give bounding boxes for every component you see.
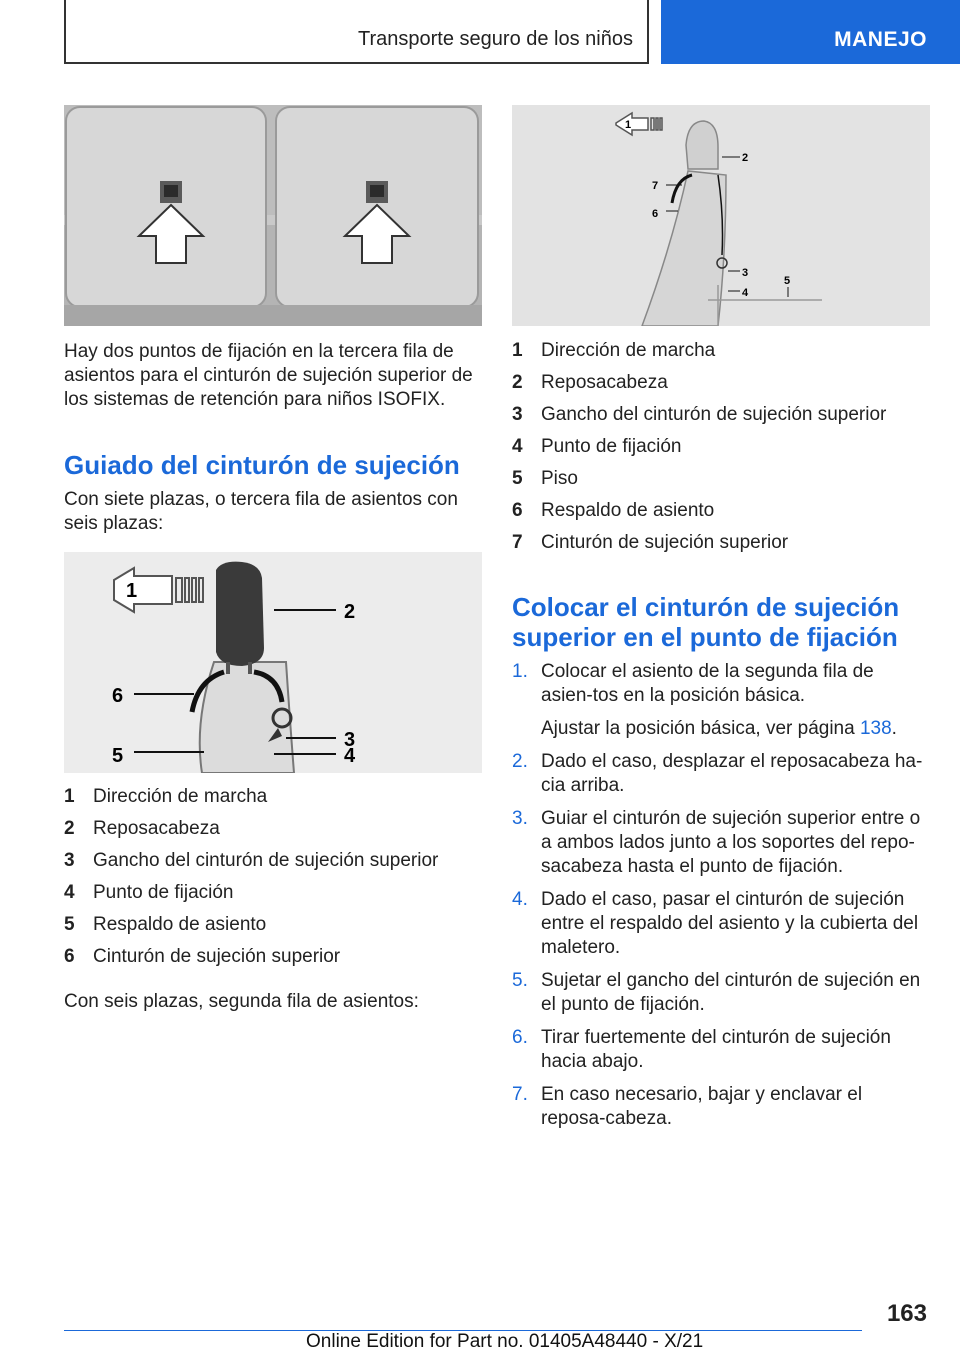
fig3-label-5: 5 xyxy=(784,275,791,287)
legend-left-item: 3 Gancho del cinturón de sujeción superior xyxy=(64,850,439,871)
intro-paragraph: Hay dos puntos de fijación en la tercera fila de asientos para el cinturón de sujeción superior de los sistemas de retención para niños ISOFIX. xyxy=(64,341,473,410)
figure-seat-side xyxy=(512,105,930,326)
legend-right-item: 1 Dirección de marcha xyxy=(512,340,716,361)
fig2-label-6: 6 xyxy=(112,685,124,707)
fig2-label-1: 1 xyxy=(126,580,138,602)
footer-edition: Online Edition for Part no. 01405A48440 - X/21 xyxy=(306,1331,704,1352)
step-item: 5. Sujetar el gancho del cinturón de sujeción en el punto de fijación. xyxy=(512,970,921,1015)
legend-left-item: 5 Respaldo de asiento xyxy=(64,914,267,935)
step-item: 2. Dado el caso, desplazar el reposacabeza ha‐cia arriba. xyxy=(512,751,923,796)
legend-right-item: 4 Punto de fijación xyxy=(512,436,682,457)
legend-right-item: 5 Piso xyxy=(512,468,578,489)
section-tab-label: MANEJO xyxy=(834,28,927,51)
page-number: 163 xyxy=(886,1300,927,1327)
fig3-label-4: 4 xyxy=(742,287,749,299)
section-heading-attach: Colocar el cinturón de sujeción superior en el punto de fijación xyxy=(512,592,900,652)
fig2-label-4: 4 xyxy=(344,745,356,767)
fig2-label-5: 5 xyxy=(112,745,124,767)
fig3-label-1: 1 xyxy=(625,119,632,131)
trunk-anchors-illustration xyxy=(64,105,482,326)
legend-left-item: 2 Reposacabeza xyxy=(64,818,220,839)
fig3-label-6: 6 xyxy=(652,208,659,220)
step-item: 3. Guiar el cinturón de sujeción superior entre o a ambos lados junto a los soportes del repo‐sacabeza hasta el punto de fijación. xyxy=(512,808,921,877)
section-heading-guide: Guiado del cinturón de sujeción xyxy=(64,450,460,480)
legend-left-item: 4 Punto de fijación xyxy=(64,882,234,903)
legend-left xyxy=(64,781,482,973)
steps-list xyxy=(512,660,930,1131)
seven-seat-intro: Con siete plazas, o tercera fila de asientos con seis plazas: xyxy=(64,489,458,534)
legend-left-item: 6 Cinturón de sujeción superior xyxy=(64,946,341,967)
fig2-label-3: 3 xyxy=(344,729,356,751)
fig3-label-7: 7 xyxy=(652,180,659,192)
fig2-label-2: 2 xyxy=(344,601,356,623)
legend-left-item: 1 Dirección de marcha xyxy=(64,786,268,807)
six-seat-intro: Con seis plazas, segunda fila de asientos: xyxy=(64,991,419,1012)
legend-right-item: 3 Gancho del cinturón de sujeción superior xyxy=(512,404,887,425)
page-link[interactable]: 138 xyxy=(859,718,892,739)
seat-side-illustration xyxy=(512,105,930,326)
step-item: 6. Tirar fuertemente del cinturón de sujeción hacia abajo. xyxy=(512,1027,891,1072)
step-item: 4. Dado el caso, pasar el cinturón de sujeción entre el respaldo del asiento y la cubierta del maletero. xyxy=(512,889,919,958)
header-box xyxy=(64,0,649,64)
fig3-label-3: 3 xyxy=(742,267,749,279)
fig3-label-2: 2 xyxy=(742,152,749,164)
figure-trunk-anchors xyxy=(64,105,482,326)
step-item: 1. Colocar el asiento de la segunda fila de asien‐tos en la posición básica. Ajustar la posición básica, ver página 138. xyxy=(512,661,897,739)
step-item: 7. En caso necesario, bajar y enclavar el reposa‐cabeza. xyxy=(512,1084,863,1129)
legend-right-item: 6 Respaldo de asiento xyxy=(512,500,715,521)
legend-right xyxy=(512,335,930,559)
figure-headrest-routing xyxy=(64,552,482,773)
section-tab[interactable] xyxy=(661,0,960,64)
legend-right-item: 7 Cinturón de sujeción superior xyxy=(512,532,789,553)
header-title: Transporte seguro de los niños xyxy=(358,28,633,50)
headrest-routing-illustration xyxy=(64,552,482,773)
legend-right-item: 2 Reposacabeza xyxy=(512,372,668,393)
